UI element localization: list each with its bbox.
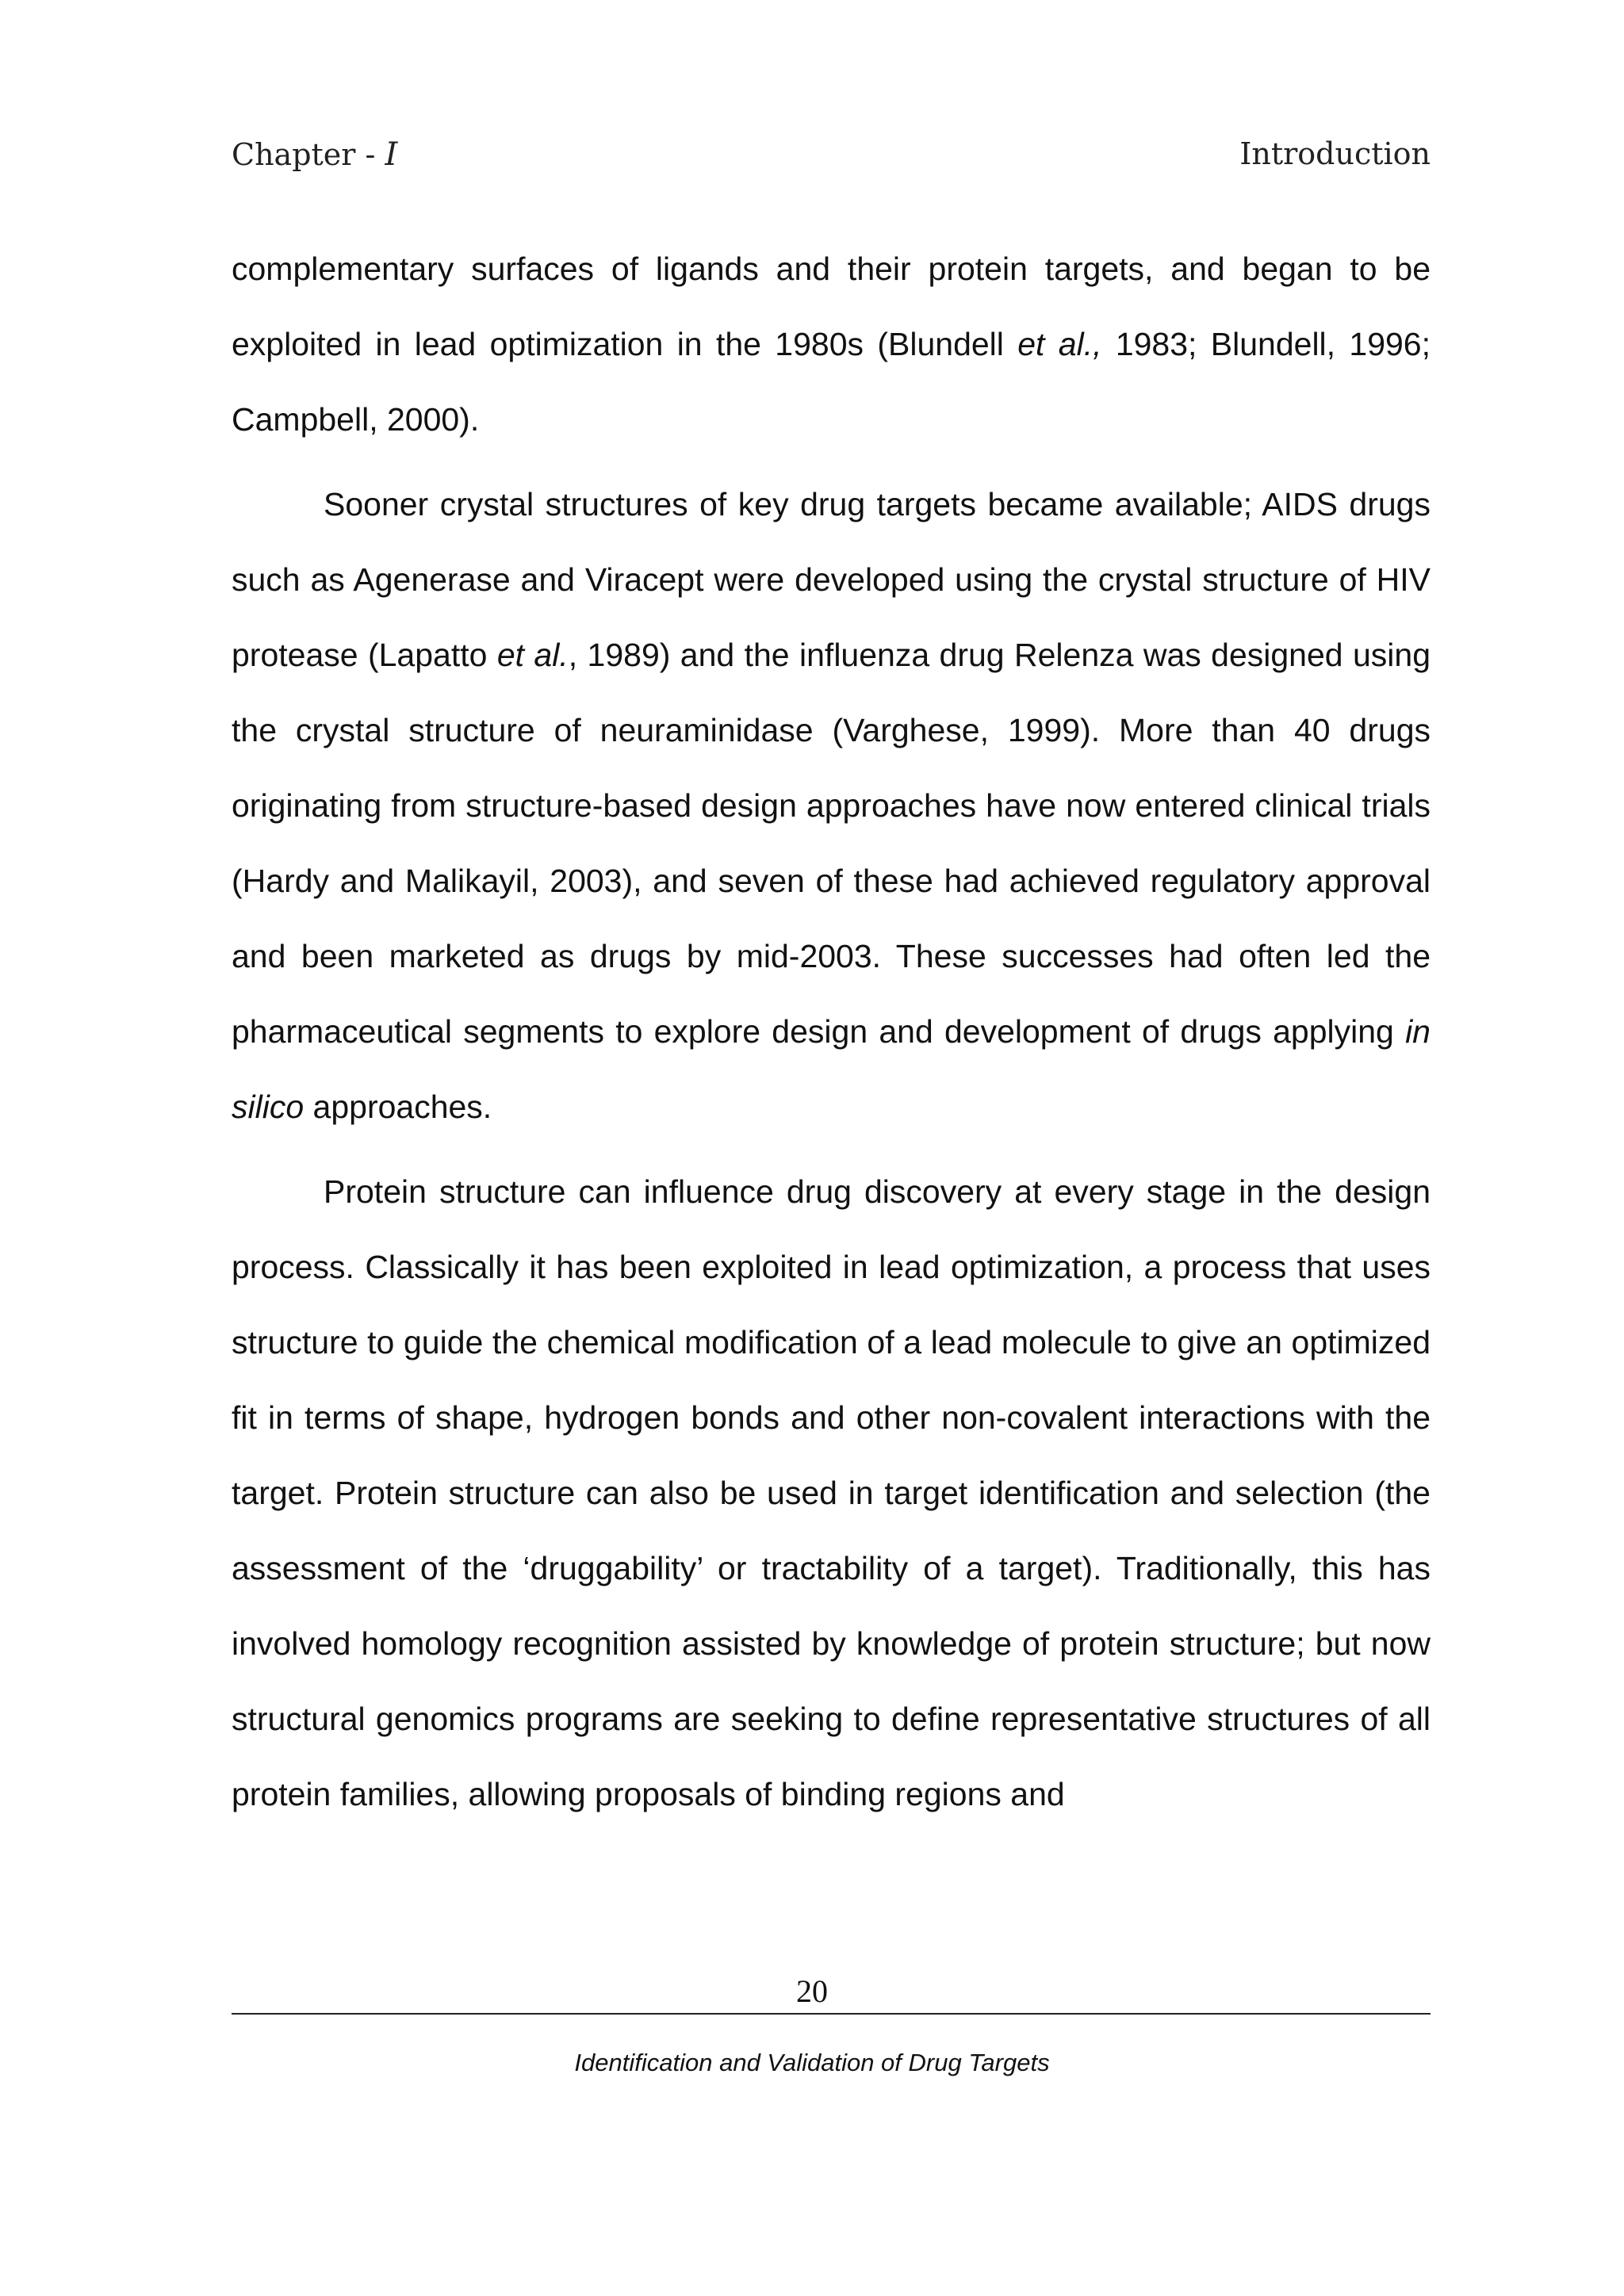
italic-segment: et al., (1017, 326, 1102, 362)
running-header (232, 136, 1431, 184)
body-text (232, 232, 1431, 1842)
chapter-label: Chapter - (232, 137, 385, 172)
text-segment: complementary surfaces of ligands and their protein targets, and began to be exploited in lead optimization in the 1980s (Blundell (232, 251, 1431, 362)
text-segment: , 1989) and the influenza drug Relenza was designed using the crystal structure of neuraminidase (Varghese, 1999). More than 40 drugs originating from structure-based design approaches have now entered clinical trials (Hardy and Malikayil, 2003), and seven of these had achieved regulatory approval and been marketed as drugs by mid-2003. These successes had often led the pharmaceutical segments to explore design and development of drugs applying (232, 637, 1431, 1050)
italic-segment: in silico (232, 1013, 1431, 1125)
chapter-number: I (385, 136, 398, 173)
page-number: 20 (796, 1973, 828, 2009)
footer-divider (232, 2013, 1431, 2015)
paragraph (232, 1154, 1431, 1832)
section-title: Introduction (1239, 136, 1431, 171)
paragraph (232, 232, 1431, 457)
italic-segment: et al. (496, 637, 569, 673)
text-segment: Protein structure can influence drug discovery at every stage in the design process. Classically it has been exploited in lead optimization, a process that uses structure to guide the chemical modification of a lead molecule to give an optimized fit in terms of shape, hydrogen bonds and other non-covalent interactions with the target. Protein structure can also be used in target identification and selection (the assessment of the ‘druggability’ or tractability of a target). Traditionally, this has involved homology recognition assisted by knowledge of protein structure; but now structural genomics programs are seeking to define representative structures of all protein families, allowing proposals of binding regions and (232, 1173, 1431, 1812)
text-segment: 1983; Blundell, 1996; Campbell, 2000). (232, 326, 1431, 438)
paragraph (232, 467, 1431, 1145)
chapter-heading (232, 136, 397, 173)
footer-title: Identification and Validation of Drug Targets (574, 2049, 1050, 2076)
text-segment: approaches. (304, 1089, 492, 1125)
text-segment: Sooner crystal structures of key drug targets became available; AIDS drugs such as Agenerase and Viracept were developed using the crystal structure of HIV protease (Lapatto (232, 486, 1431, 673)
